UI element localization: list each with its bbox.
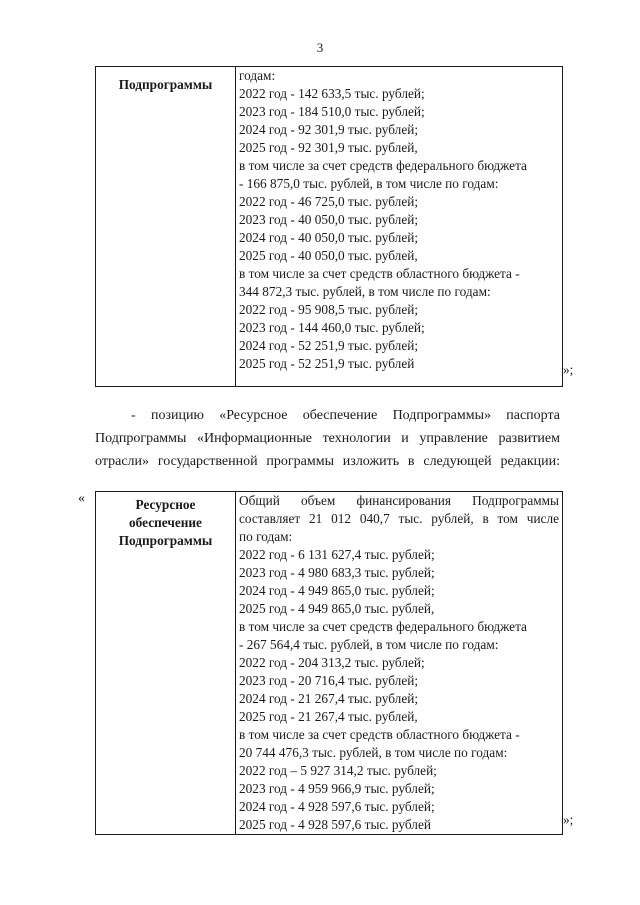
value-line: 2024 год - 21 267,4 тыс. рублей; [239,691,419,706]
value-line: 2023 год - 144 460,0 тыс. рублей; [239,320,425,335]
value-line: в том числе за счет средств областного бюджета - [239,727,520,742]
page-number: 3 [316,40,324,55]
row-label: обеспечение [129,515,202,530]
instruction-paragraph [95,404,560,473]
row-label: Подпрограммы [118,77,213,92]
value-line: 2024 год - 4 928 597,6 тыс. рублей; [239,799,435,814]
row-value-cell [236,67,563,387]
value-line: в том числе за счет средств федерального бюджета [239,619,527,634]
paragraph-line: Подпрограммы «Информационные технологии и управление развитием [95,431,560,446]
value-line: 2022 год - 95 908,5 тыс. рублей; [239,302,419,317]
value-line: в том числе за счет средств федерального бюджета [239,158,527,173]
closing-quote: »; [563,362,574,377]
value-line: в том числе за счет средств областного бюджета - [239,266,520,281]
value-line: 2024 год - 40 050,0 тыс. рублей; [239,230,419,245]
value-line: 2025 год - 4 928 597,6 тыс. рублей [239,817,431,832]
row-label-cell [96,67,236,387]
value-line: 2023 год - 4 959 966,9 тыс. рублей; [239,781,435,796]
resource-table-continuation [95,66,563,387]
value-line: 2025 год - 21 267,4 тыс. рублей, [239,709,418,724]
resource-table-new [95,491,563,835]
value-line: 2024 год - 92 301,9 тыс. рублей; [239,122,419,137]
value-line: 2023 год - 40 050,0 тыс. рублей; [239,212,419,227]
value-line: 2025 год - 52 251,9 тыс. рублей [239,356,415,371]
value-line: 2024 год - 52 251,9 тыс. рублей; [239,338,419,353]
value-line: 2025 год - 4 949 865,0 тыс. рублей, [239,601,435,616]
value-line: 344 872,3 тыс. рублей, в том числе по годам: [239,284,491,299]
row-label: Ресурсное [135,497,196,512]
value-line: 20 744 476,3 тыс. рублей, в том числе по годам: [239,745,508,760]
value-line: годам: [239,68,276,83]
value-line: 2024 год - 4 949 865,0 тыс. рублей; [239,583,435,598]
value-line: 2022 год - 6 131 627,4 тыс. рублей; [239,547,435,562]
closing-quote: »; [563,812,574,827]
value-line: 2023 год - 20 716,4 тыс. рублей; [239,673,419,688]
value-line: 2025 год - 92 301,9 тыс. рублей, [239,140,418,155]
value-line: 2025 год - 40 050,0 тыс. рублей, [239,248,418,263]
value-line: составляет 21 012 040,7 тыс. рублей, в том числе [239,511,559,526]
row-label-cell [96,492,236,835]
row-value-cell [236,492,563,835]
opening-quote: « [78,491,85,506]
value-line: Общий объем финансирования Подпрограммы [239,493,559,508]
paragraph-line: отрасли» государственной программы изложить в следующей редакции: [95,454,560,469]
value-line: 2022 год - 142 633,5 тыс. рублей; [239,86,425,101]
value-line: 2023 год - 4 980 683,3 тыс. рублей; [239,565,435,580]
value-line: - 267 564,4 тыс. рублей, в том числе по годам: [239,637,499,652]
value-line: 2022 год – 5 927 314,2 тыс. рублей; [239,763,437,778]
value-line: 2022 год - 46 725,0 тыс. рублей; [239,194,419,209]
row-label: Подпрограммы [118,533,213,548]
value-line: 2022 год - 204 313,2 тыс. рублей; [239,655,425,670]
paragraph-line: - позицию «Ресурсное обеспечение Подпрограммы» паспорта [131,408,560,423]
value-line: по годам: [239,529,293,544]
value-line: 2023 год - 184 510,0 тыс. рублей; [239,104,425,119]
value-line: - 166 875,0 тыс. рублей, в том числе по годам: [239,176,499,191]
